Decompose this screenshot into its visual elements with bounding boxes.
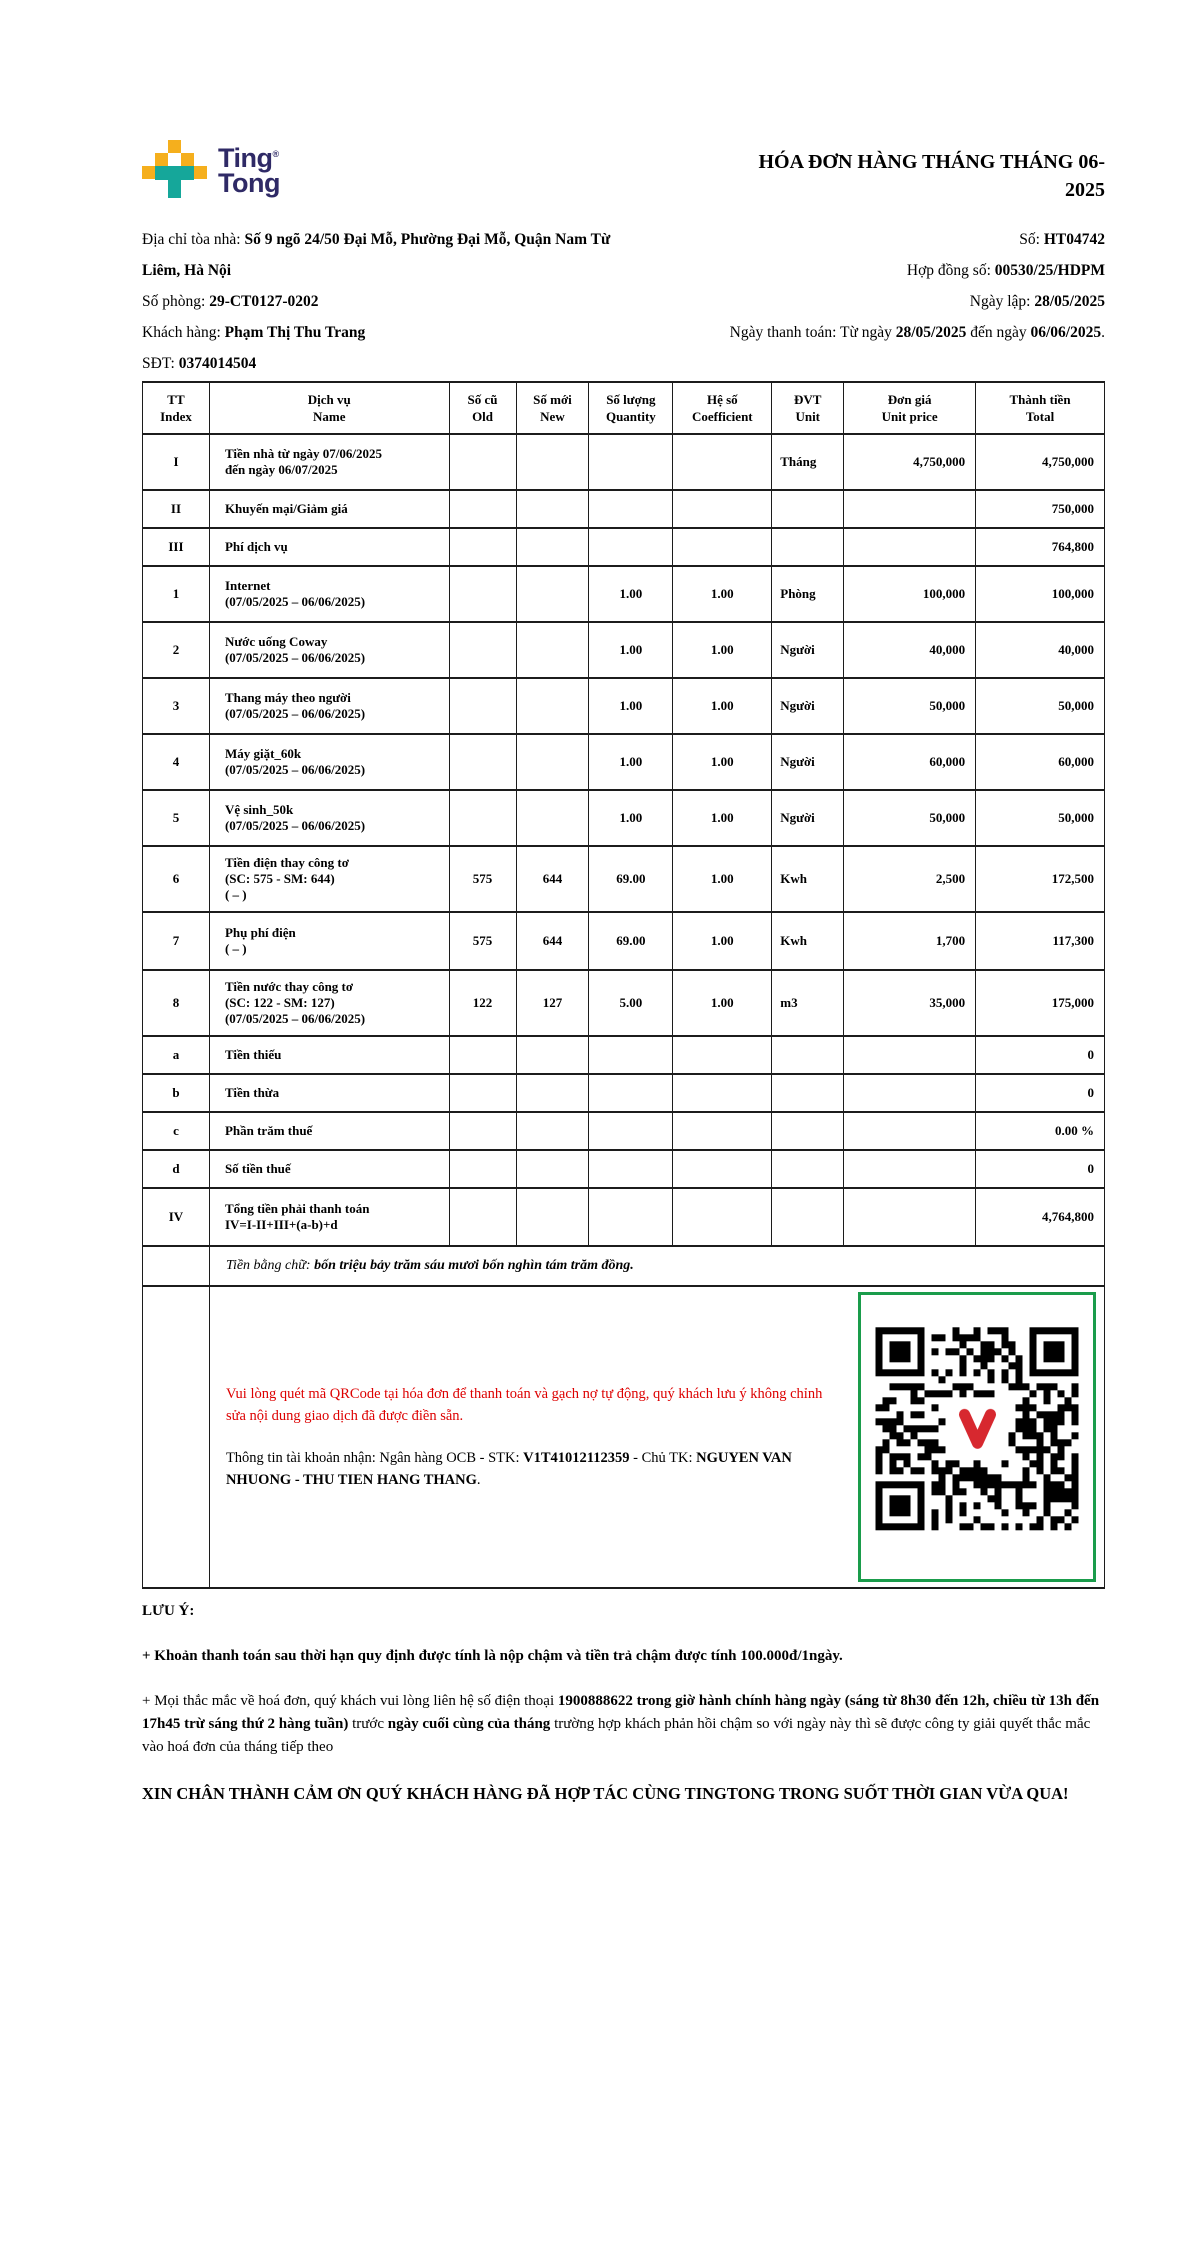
cell-old — [449, 622, 516, 678]
cell-tt: b — [143, 1074, 210, 1112]
cell-coef: 1.00 — [673, 912, 772, 970]
cell-name: Internet (07/05/2025 – 06/06/2025) — [209, 566, 449, 622]
cell-price: 100,000 — [844, 566, 976, 622]
cell-price: 50,000 — [844, 678, 976, 734]
cell-tt: 2 — [143, 622, 210, 678]
cell-tt: I — [143, 434, 210, 490]
table-row — [143, 1074, 1105, 1112]
cell-name: Tiền nước thay công tơ (SC: 122 - SM: 127) (07/05/2025 – 06/06/2025) — [209, 970, 449, 1036]
cell-price — [844, 1112, 976, 1150]
late-payment-note: + Khoản thanh toán sau thời hạn quy định được tính là nộp chậm và tiền trả chậm được tính 100.000đ/1ngày. — [142, 1648, 843, 1664]
cell-coef — [673, 1074, 772, 1112]
qr-code-frame — [858, 1292, 1096, 1582]
cell-old — [449, 1036, 516, 1074]
cell-qty: 5.00 — [589, 970, 673, 1036]
cell-tt: c — [143, 1112, 210, 1150]
column-header: Hệ số Coefficient — [673, 382, 772, 434]
cell-unit — [772, 528, 844, 566]
cell-old: 575 — [449, 846, 516, 912]
cell-total: 172,500 — [976, 846, 1105, 912]
cell-old — [449, 790, 516, 846]
cell-new — [516, 566, 589, 622]
cell-price — [844, 1188, 976, 1246]
cell-old — [449, 1150, 516, 1188]
cell-qty: 69.00 — [589, 912, 673, 970]
cell-coef — [673, 1150, 772, 1188]
table-row — [143, 1188, 1105, 1246]
cell-coef — [673, 434, 772, 490]
meta-line-right: Số: HT04742 — [1019, 231, 1105, 248]
cell-price: 4,750,000 — [844, 434, 976, 490]
cell-price: 40,000 — [844, 622, 976, 678]
contact-note: + Mọi thắc mắc về hoá đơn, quý khách vui lòng liên hệ số điện thoại 1900888622 trong giờ hành chính hàng ngày (sáng từ 8h30 đến 12h, chiều từ 13h đến 17h45 trừ sáng thứ 2 hàng tuần) trước ngày cuối cùng của tháng trường hợp khách phản hồi chậm so với ngày này thì sẽ được công ty giải quyết thắc mắc vào hoá đơn của tháng tiếp theo — [142, 1693, 1100, 1755]
cell-new — [516, 1036, 589, 1074]
table-row — [143, 1036, 1105, 1074]
cell-old — [449, 528, 516, 566]
meta-line-left: SĐT: 0374014504 — [142, 355, 257, 372]
cell-coef — [673, 490, 772, 528]
cell-name: Khuyến mại/Giảm giá — [209, 490, 449, 528]
cell-qty: 1.00 — [589, 678, 673, 734]
cell-price: 60,000 — [844, 734, 976, 790]
cell-new — [516, 790, 589, 846]
cell-total: 0.00 % — [976, 1112, 1105, 1150]
table-header-row — [143, 382, 1105, 434]
table-row — [143, 678, 1105, 734]
table-row — [143, 528, 1105, 566]
table-row — [143, 1112, 1105, 1150]
cell-old — [449, 1112, 516, 1150]
column-header: Số mới New — [516, 382, 589, 434]
cell-unit: m3 — [772, 970, 844, 1036]
cell-price: 50,000 — [844, 790, 976, 846]
column-header: Đơn giá Unit price — [844, 382, 976, 434]
cell-coef: 1.00 — [673, 734, 772, 790]
cell-old — [449, 1188, 516, 1246]
cell-old: 575 — [449, 912, 516, 970]
cell-total: 100,000 — [976, 566, 1105, 622]
cell-coef — [673, 1188, 772, 1246]
cell-tt: a — [143, 1036, 210, 1074]
cell-unit: Kwh — [772, 846, 844, 912]
cell-tt: 3 — [143, 678, 210, 734]
cell-unit: Người — [772, 790, 844, 846]
cell-coef: 1.00 — [673, 846, 772, 912]
cell-old — [449, 566, 516, 622]
payment-text — [210, 1383, 858, 1491]
table-row — [143, 490, 1105, 528]
invoice-meta — [142, 224, 1105, 379]
vietqr-v-icon — [952, 1404, 1002, 1458]
cell-coef: 1.00 — [673, 970, 772, 1036]
cell-old — [449, 1074, 516, 1112]
qr-payment-note: Vui lòng quét mã QRCode tại hóa đơn để thanh toán và gạch nợ tự động, quý khách lưu ý không chỉnh sửa nội dung giao dịch đã được điền sẵn. — [225, 1386, 823, 1424]
cell-total: 40,000 — [976, 622, 1105, 678]
amount-in-words: Tiền bằng chữ: bốn triệu bảy trăm sáu mươi bốn nghìn tám trăm đồng. — [209, 1246, 1104, 1286]
meta-line-right: Ngày lập: 28/05/2025 — [969, 293, 1105, 310]
cell-new — [516, 434, 589, 490]
thanks-line: XIN CHÂN THÀNH CẢM ƠN QUÝ KHÁCH HÀNG ĐÃ HỢP TÁC CÙNG TINGTONG TRONG SUỐT THỜI GIAN VỪA QUA! — [142, 1784, 1069, 1803]
table-row — [143, 622, 1105, 678]
cell-tt: 8 — [143, 970, 210, 1036]
column-header: Số cũ Old — [449, 382, 516, 434]
cell-name: Phần trăm thuế — [209, 1112, 449, 1150]
cell-total: 0 — [976, 1074, 1105, 1112]
cell-old — [449, 734, 516, 790]
meta-line-left: Khách hàng: Phạm Thị Thu Trang — [142, 324, 366, 341]
column-header: Thành tiền Total — [976, 382, 1105, 434]
cell-new — [516, 1112, 589, 1150]
cell-total: 50,000 — [976, 790, 1105, 846]
cell-old — [449, 434, 516, 490]
cell-qty: 1.00 — [589, 734, 673, 790]
column-header: TT Index — [143, 382, 210, 434]
cell-name: Nước uống Coway (07/05/2025 – 06/06/2025) — [209, 622, 449, 678]
cell-qty — [589, 1188, 673, 1246]
cell-qty — [589, 490, 673, 528]
cell-tt: II — [143, 490, 210, 528]
cell-name: Tiền thiếu — [209, 1036, 449, 1074]
cell-name: Phí dịch vụ — [209, 528, 449, 566]
notes-heading: LƯU Ý: — [142, 1603, 195, 1619]
cell-price — [844, 528, 976, 566]
cell-old — [449, 678, 516, 734]
cell-name: Tiền thừa — [209, 1074, 449, 1112]
cell-qty: 1.00 — [589, 622, 673, 678]
cell-total: 0 — [976, 1036, 1105, 1074]
tingtong-tree-icon — [142, 140, 208, 198]
qr-code — [876, 1327, 1079, 1534]
registered-mark: ® — [272, 149, 279, 159]
table-row — [143, 734, 1105, 790]
table-row — [143, 912, 1105, 970]
cell-price — [844, 1074, 976, 1112]
cell-total: 60,000 — [976, 734, 1105, 790]
cell-unit: Phòng — [772, 566, 844, 622]
cell-tt: 5 — [143, 790, 210, 846]
cell-name: Tiền điện thay công tơ (SC: 575 - SM: 644) ( – ) — [209, 846, 449, 912]
invoice-title: HÓA ĐƠN HÀNG THÁNG THÁNG 06- 2025 — [758, 151, 1105, 201]
cell-total: 175,000 — [976, 970, 1105, 1036]
cell-total: 764,800 — [976, 528, 1105, 566]
column-header: Dịch vụ Name — [209, 382, 449, 434]
cell-total: 750,000 — [976, 490, 1105, 528]
cell-new — [516, 1074, 589, 1112]
cell-total: 50,000 — [976, 678, 1105, 734]
table-row — [143, 566, 1105, 622]
cell-unit: Kwh — [772, 912, 844, 970]
cell-unit: Tháng — [772, 434, 844, 490]
cell-new — [516, 1188, 589, 1246]
cell-unit: Người — [772, 734, 844, 790]
table-row — [143, 846, 1105, 912]
cell-coef: 1.00 — [673, 566, 772, 622]
cell-old: 122 — [449, 970, 516, 1036]
cell-unit — [772, 1188, 844, 1246]
cell-price — [844, 490, 976, 528]
cell-total: 4,750,000 — [976, 434, 1105, 490]
cell-tt: 6 — [143, 846, 210, 912]
cell-qty: 1.00 — [589, 790, 673, 846]
column-header: Số lượng Quantity — [589, 382, 673, 434]
payment-row — [143, 1286, 1105, 1588]
table-row — [143, 970, 1105, 1036]
cell-unit: Người — [772, 678, 844, 734]
cell-tt: d — [143, 1150, 210, 1188]
cell-name: Máy giặt_60k (07/05/2025 – 06/06/2025) — [209, 734, 449, 790]
cell-total: 0 — [976, 1150, 1105, 1188]
cell-qty — [589, 1150, 673, 1188]
cell-name: Vệ sinh_50k (07/05/2025 – 06/06/2025) — [209, 790, 449, 846]
cell-coef: 1.00 — [673, 790, 772, 846]
amount-in-words-row — [143, 1246, 1105, 1286]
table-row — [143, 790, 1105, 846]
tingtong-logo — [142, 140, 280, 198]
cell-new — [516, 528, 589, 566]
cell-new — [516, 678, 589, 734]
bank-account-info: Thông tin tài khoản nhận: Ngân hàng OCB - STK: V1T41012112359 - Chủ TK: NGUYEN VAN NHUONG - THU TIEN HANG THANG. — [225, 1450, 792, 1488]
cell-new — [516, 734, 589, 790]
cell-name: Phụ phí điện ( – ) — [209, 912, 449, 970]
meta-left-column — [142, 224, 634, 379]
invoice-table — [142, 381, 1105, 1589]
cell-qty — [589, 1036, 673, 1074]
cell-new — [516, 622, 589, 678]
cell-qty: 69.00 — [589, 846, 673, 912]
cell-qty — [589, 434, 673, 490]
cell-name: Số tiền thuế — [209, 1150, 449, 1188]
meta-right-column — [639, 224, 1105, 379]
cell-price — [844, 1150, 976, 1188]
meta-line-left: Địa chỉ tòa nhà: Số 9 ngõ 24/50 Đại Mỗ, Phường Đại Mỗ, Quận Nam Từ Liêm, Hà Nội — [142, 231, 611, 279]
cell-tt: IV — [143, 1188, 210, 1246]
cell-name: Thang máy theo người (07/05/2025 – 06/06/2025) — [209, 678, 449, 734]
logo-wordmark: Ting® Tong — [218, 143, 280, 198]
cell-coef: 1.00 — [673, 622, 772, 678]
cell-unit — [772, 490, 844, 528]
meta-line-right: Hợp đồng số: 00530/25/HDPM — [906, 262, 1105, 279]
meta-line-left: Số phòng: 29-CT0127-0202 — [142, 293, 319, 310]
footer-notes — [142, 1600, 1105, 1828]
cell-tt: III — [143, 528, 210, 566]
cell-price: 35,000 — [844, 970, 976, 1036]
cell-tt: 1 — [143, 566, 210, 622]
cell-price — [844, 1036, 976, 1074]
cell-new — [516, 1150, 589, 1188]
cell-total: 117,300 — [976, 912, 1105, 970]
cell-qty: 1.00 — [589, 566, 673, 622]
cell-new: 644 — [516, 912, 589, 970]
cell-coef: 1.00 — [673, 678, 772, 734]
cell-unit — [772, 1112, 844, 1150]
cell-qty — [589, 1112, 673, 1150]
cell-unit — [772, 1036, 844, 1074]
cell-coef — [673, 1036, 772, 1074]
cell-unit: Người — [772, 622, 844, 678]
table-row — [143, 434, 1105, 490]
cell-tt: 7 — [143, 912, 210, 970]
cell-total: 4,764,800 — [976, 1188, 1105, 1246]
cell-qty — [589, 528, 673, 566]
meta-line-right: Ngày thanh toán: Từ ngày 28/05/2025 đến ngày 06/06/2025. — [729, 324, 1105, 341]
cell-qty — [589, 1074, 673, 1112]
cell-coef — [673, 1112, 772, 1150]
cell-unit — [772, 1150, 844, 1188]
column-header: ĐVT Unit — [772, 382, 844, 434]
cell-name: Tiền nhà từ ngày 07/06/2025 đến ngày 06/07/2025 — [209, 434, 449, 490]
cell-coef — [673, 528, 772, 566]
cell-new: 644 — [516, 846, 589, 912]
cell-tt: 4 — [143, 734, 210, 790]
cell-price: 2,500 — [844, 846, 976, 912]
cell-new: 127 — [516, 970, 589, 1036]
table-row — [143, 1150, 1105, 1188]
cell-unit — [772, 1074, 844, 1112]
cell-name: Tổng tiền phải thanh toán IV=I-II+III+(a-b)+d — [209, 1188, 449, 1246]
cell-new — [516, 490, 589, 528]
cell-old — [449, 490, 516, 528]
cell-price: 1,700 — [844, 912, 976, 970]
